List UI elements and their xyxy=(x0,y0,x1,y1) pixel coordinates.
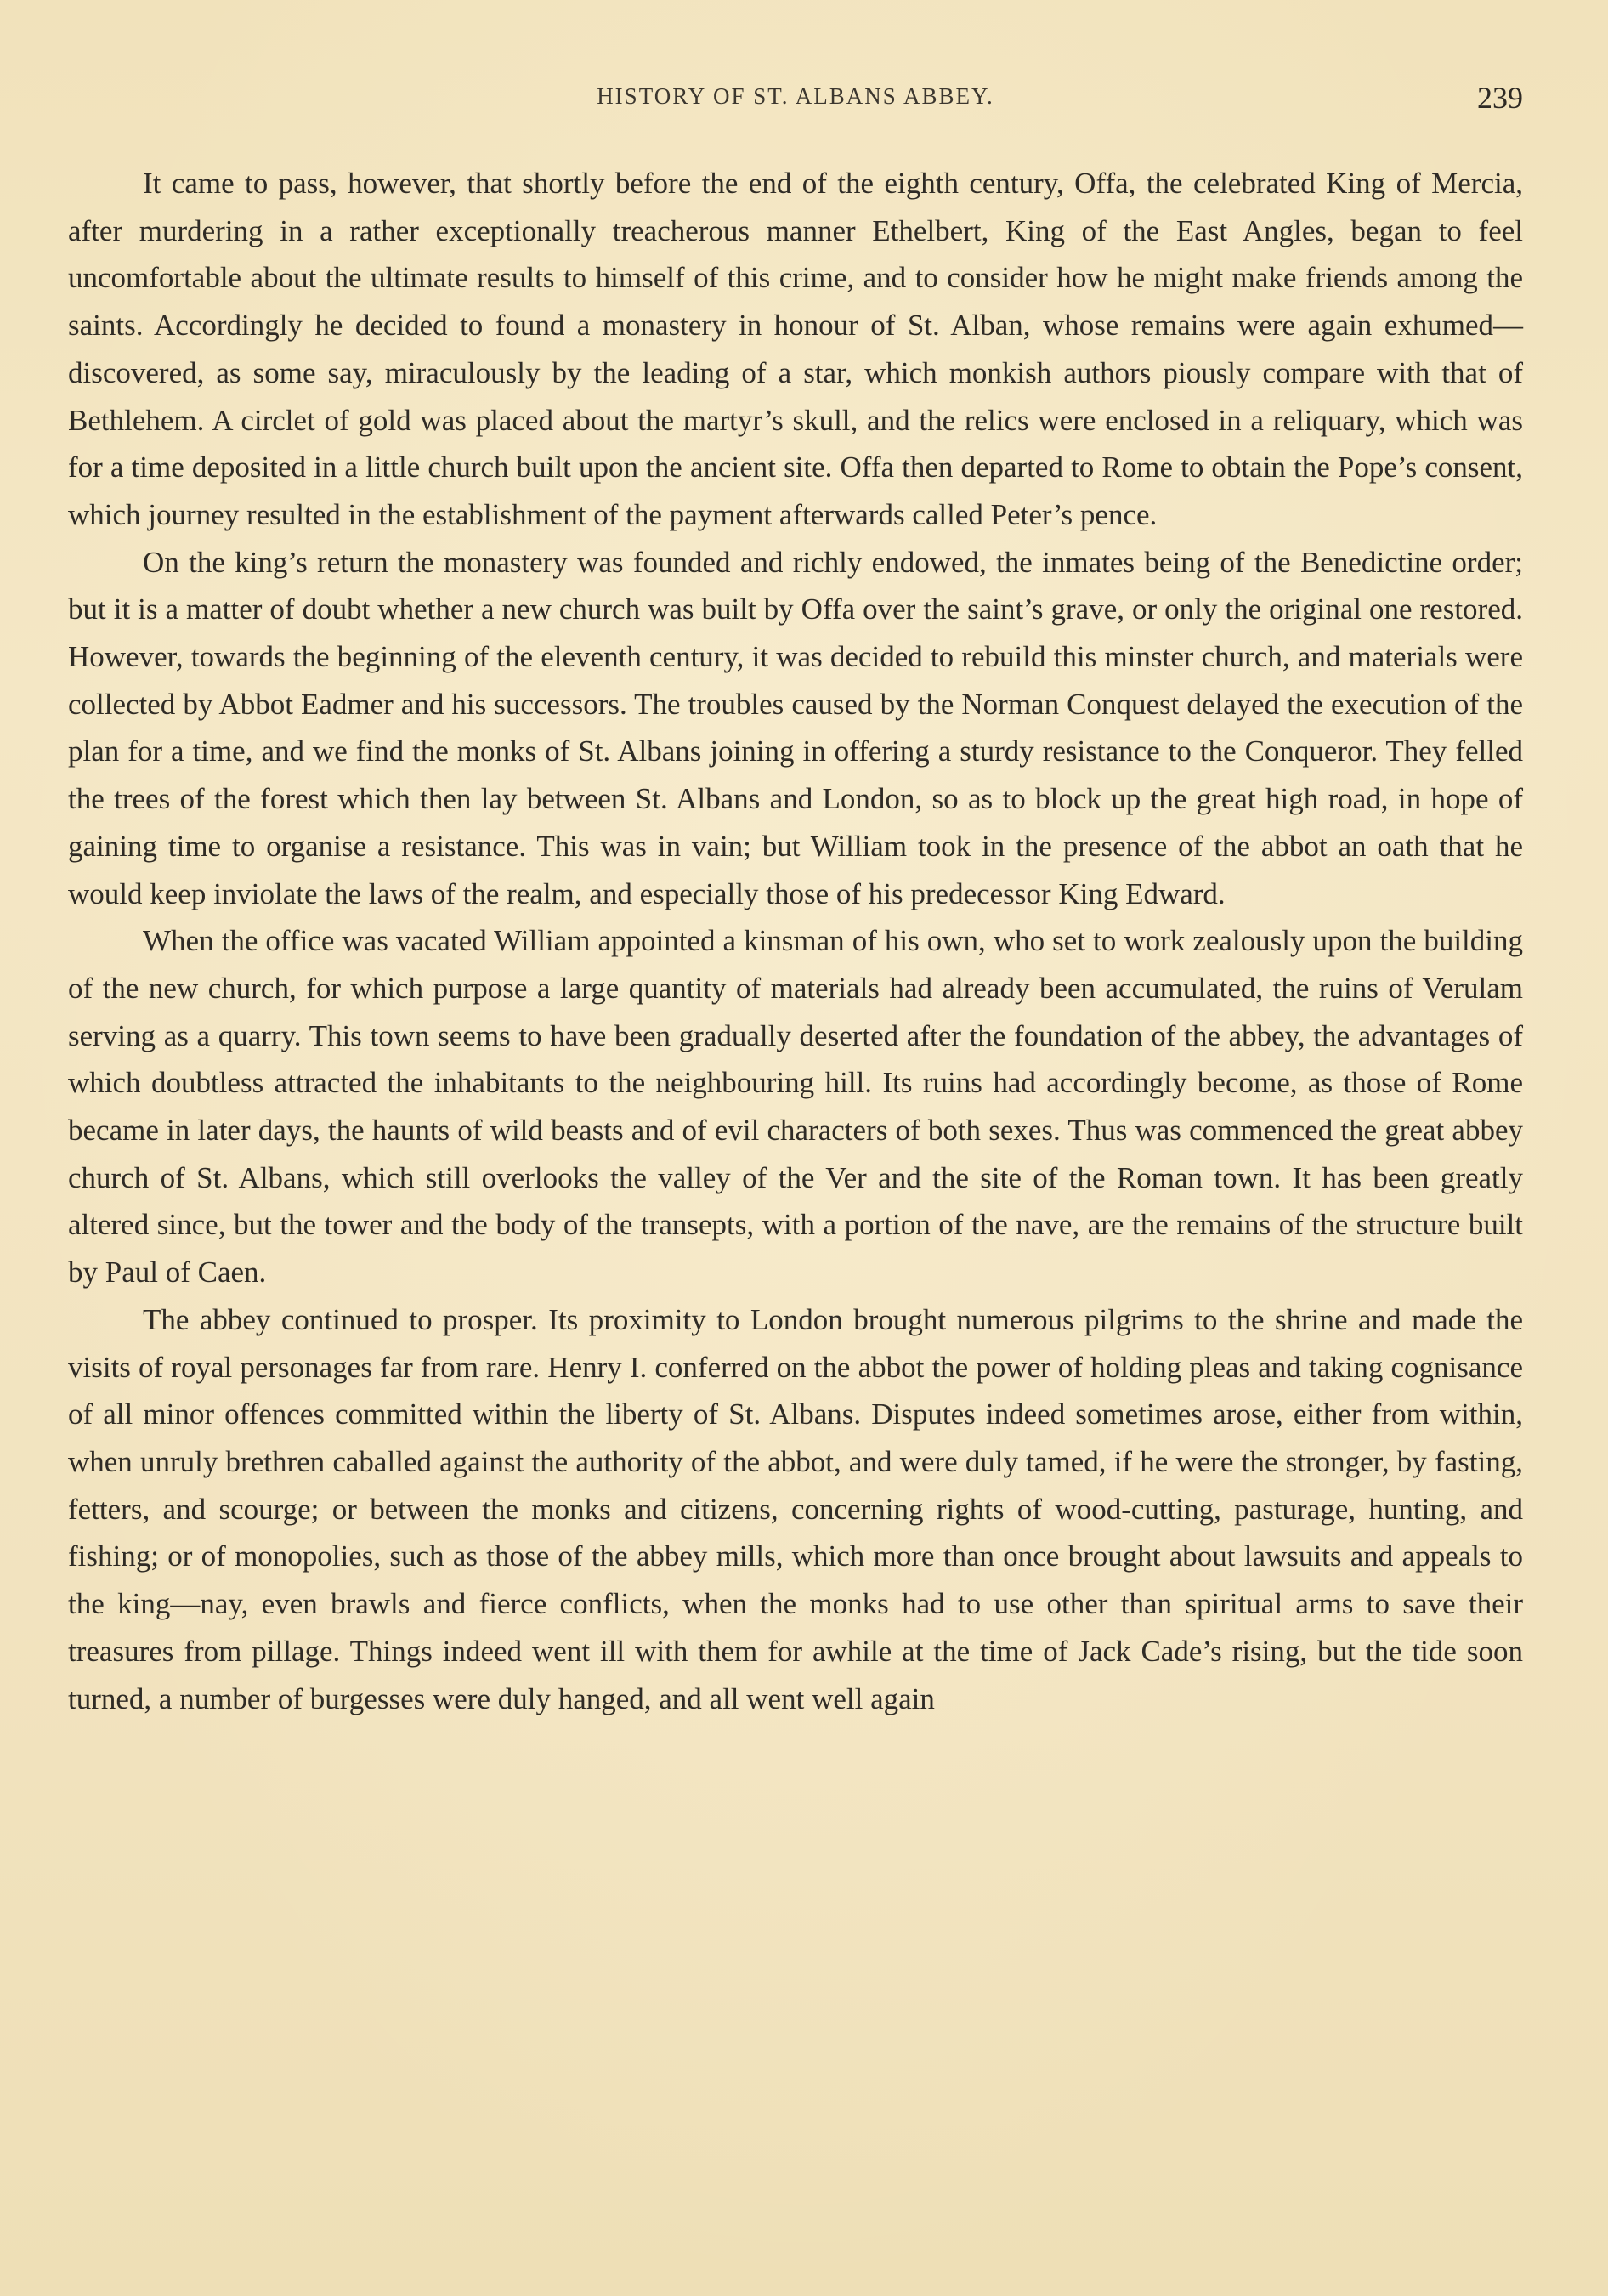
running-title: HISTORY OF ST. ALBANS ABBEY. xyxy=(597,83,994,109)
page-number: 239 xyxy=(1477,81,1523,115)
paragraph-new-church: When the office was vacated William appointed a kinsman of his own, who set to work zealously upon the building of the new church, for which purpose a large quantity of materials had already been accumulated, the ruins of Verulam serving as a quarry. This town seems to have been gradually deserted after the foundation of the abbey, the advantages of which doubtless attracted the inhabitants to the neighbouring hill. Its ruins had accordingly become, as those of Rome became in later days, the haunts of wild beasts and of evil characters of both sexes. Thus was commenced the great abbey church of St. Albans, which still overlooks the valley of the Ver and the site of the Roman town. It has been greatly altered since, but the tower and the body of the transepts, with a portion of the nave, are the remains of the structure built by Paul of Caen. xyxy=(68,924,1523,1290)
paragraph-kings-return: On the king’s return the monastery was founded and richly endowed, the inmates being of the Benedictine order; but it is a matter of doubt whether a new church was built by Offa over the saint’s grave, or only the original one restored. However, towards the beginning of the eleventh century, it was decided to rebuild this minster church, and materials were collected by Abbot Eadmer and his successors. The troubles caused by the Norman Conquest delayed the execution of the plan for a time, and we find the monks of St. Albans joining in offering a sturdy resistance to the Conqueror. They felled the trees of the forest which then lay between St. Albans and London, so as to block up the great high road, in hope of gaining time to organise a resistance. This was in vain; but William took in the presence of the abbot an oath that he would keep inviolate the laws of the realm, and especially those of his predecessor King Edward. xyxy=(68,545,1523,910)
body-text xyxy=(68,160,1523,2217)
page-header xyxy=(68,83,1523,134)
paragraph-offa-founding: It came to pass, however, that shortly before the end of the eighth century, Offa, the celebrated King of Mercia, after murdering in a rather exceptionally treacherous manner Ethelbert, King of the East Angles, began to feel uncomfortable about the ultimate results to himself of this crime, and to consider how he might make friends among the saints. Accordingly he decided to found a monastery in honour of St. Alban, whose remains were again exhumed—discovered, as some say, miraculously by the leading of a star, which monkish authors piously compare with that of Bethlehem. A circlet of gold was placed about the martyr’s skull, and the relics were enclosed in a reliquary, which was for a time deposited in a little church built upon the ancient site. Offa then departed to Rome to obtain the Pope’s consent, which journey resulted in the establishment of the payment afterwards called Peter’s pence. xyxy=(68,167,1523,531)
paragraph-abbey-prosper: The abbey continued to prosper. Its proximity to London brought numerous pilgrims to the shrine and made the visits of royal personages far from rare. Henry I. conferred on the abbot the power of holding pleas and taking cognisance of all minor offences committed within the liberty of St. Albans. Disputes indeed sometimes arose, either from within, when unruly brethren caballed against the authority of the abbot, and were duly tamed, if he were the stronger, by fasting, fetters, and scourge; or between the monks and citizens, concerning rights of wood-cutting, pasturage, hunting, and fishing; or of monopolies, such as those of the abbey mills, which more than once brought about lawsuits and appeals to the king—nay, even brawls and fierce conflicts, when the monks had to use other than spiritual arms to save their treasures from pillage. Things indeed went ill with them for awhile at the time of Jack Cade’s rising, but the tide soon turned, a number of burgesses were duly hanged, and all went well again xyxy=(68,1302,1523,1715)
